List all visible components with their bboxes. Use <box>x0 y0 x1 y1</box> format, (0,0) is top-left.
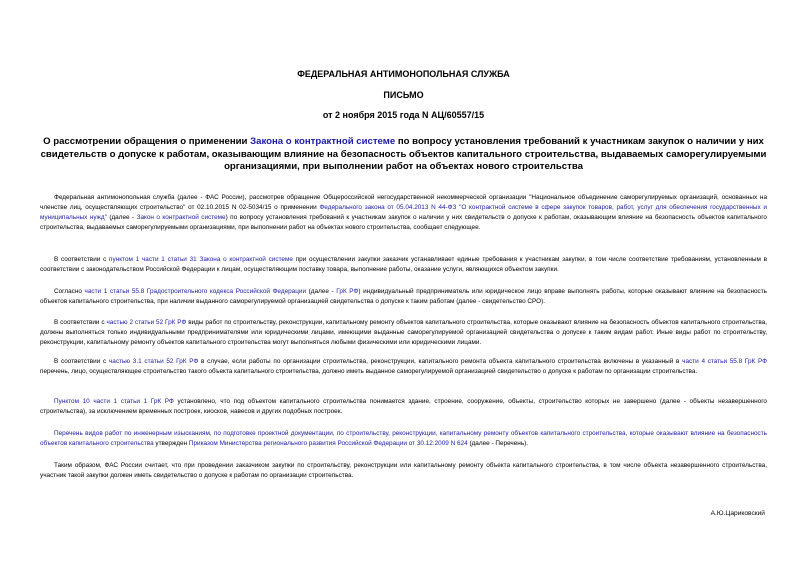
p3-urban-code-link[interactable]: части 1 статьи 55.8 Градостроительного кодекса Российской Федерации <box>84 288 307 295</box>
p6-text-b: установлено, что под объектом капитального строительства понимается здание, строение, сооружение, объекты, строительство которых не завершено (далее - объекты незавершенного строительства), за исключением временных построек, киосков, навесов и других подобных построек. <box>40 398 767 415</box>
document-type: ПИСЬМО <box>383 90 424 100</box>
paragraph-5 <box>40 357 767 377</box>
document-number: от 2 ноября 2015 года N АЦ/60557/15 <box>322 110 485 120</box>
p3-text-a: Согласно <box>54 288 85 295</box>
p3-grk-link[interactable]: ГрК РФ <box>336 288 359 295</box>
p1-contract-law-link[interactable]: Закон о контрактной системе <box>136 214 226 221</box>
p1-text-c: (далее - <box>106 214 137 221</box>
title-law-link[interactable]: Закона о контрактной системе <box>250 136 396 147</box>
p4-article-52-link[interactable]: частью 2 статьи 52 ГрК РФ <box>106 319 187 326</box>
signature: А.Ю.Цариковский <box>710 510 765 517</box>
p3-text-e: ) индивидуальный предприниматель или юридическое лицо вправе выполнять работы, которые оказывают влияние на безопасность объектов капитального строительства, при наличии выданного саморегулируемой организацией свидетельства о допуске к таким работам (далее - свидетельство СРО). <box>40 288 767 305</box>
paragraph-1 <box>40 193 767 233</box>
p8-text: Таким образом, ФАС России считает, что при проведении заказчиком закупки по строительству, реконструкции или капитальному ремонту объекта капитального строительства, в том числе объекта незавершенного строительства, участник такой закупки должен иметь свидетельство о допуске к работам по организации строительства. <box>40 462 767 479</box>
p7-order-link[interactable]: Приказом Министерства регионального развития Российской Федерации от 30.12.2009 N 624 <box>188 440 468 447</box>
paragraph-2 <box>40 255 767 275</box>
paragraph-8 <box>40 461 767 481</box>
p7-text-d: (далее - Перечень). <box>467 440 529 447</box>
paragraph-3 <box>40 287 767 307</box>
p5-article-52-3-1-link[interactable]: частью 3.1 статьи 52 ГрК РФ <box>108 358 199 365</box>
p7-text-b: утвержден <box>153 440 189 447</box>
p5-text-e: перечень, лицо, осуществляющее строительство такого объекта капитального строительства, должно иметь выданное саморегулируемой организацией свидетельство о допуске к работам по организации строительства. <box>40 368 698 375</box>
p7-work-list-link[interactable]: Перечень видов работ по инженерным изысканиям, по подготовке проектной документации, по строительству, реконструкции, капитальному ремонту объектов капитального строительства, которые оказывают влияние на безопасность объектов капитального строительства <box>40 430 767 447</box>
p1-federal-law-link[interactable]: Федерального закона от 05.04.2013 N 44-ФЗ "О контрактной системе в сфере закупок товаров, работ, услуг для обеспечения государственных и муниципальных нужд" <box>40 204 767 221</box>
title-text-2: по вопросу установления требований к участникам закупок о наличии у них свидетельств о допуске к работам, оказывающим влияние на безопасность объектов капитального строительства, выдаваемых саморегулируемыми организациями, при выполнении работ на объектах нового строительства <box>40 136 767 172</box>
document-title <box>30 136 777 174</box>
p5-text-c: в случае, если работы по организации строительства, реконструкции, капитального ремонта объекта капитального строительства включены в указанный в <box>198 358 683 365</box>
paragraph-4 <box>40 318 767 348</box>
agency-name: ФЕДЕРАЛЬНАЯ АНТИМОНОПОЛЬНАЯ СЛУЖБА <box>297 69 510 79</box>
p4-text-c: виды работ по строительству, реконструкции, капитальному ремонту объектов капитального строительства, которые оказывают влияние на безопасность объектов капитального строительства, должны выполняться только индивидуальными предпринимателями или юридическими лицами, имеющими выданные саморегулируемой организацией свидетельства о допуске к таким видам работ. Иные виды работ по строительству, реконструкции, капитальному ремонту объектов капитального строительства могут выполняться любыми физическими или юридическими лицами. <box>40 319 767 346</box>
title-text-1: О рассмотрении обращения о применении <box>43 136 251 147</box>
p1-text-e: ) по вопросу установления требований к участникам закупок о наличии у них свидетельств о допуске к работам, оказывающим влияние на безопасность объектов капитального строительства, выдаваемых саморегулируемыми организациями, при выполнении работ на объектах нового строительства, сообщает следующее. <box>40 214 767 231</box>
p3-text-c: (далее - <box>306 288 337 295</box>
p2-text-a: В соответствии с <box>54 256 110 263</box>
p6-article-1-link[interactable]: Пунктом 10 части 1 статьи 1 ГрК РФ <box>54 398 174 405</box>
p1-text-a: Федеральная антимонопольная служба (далее - ФАС России), рассмотрев обращение Общероссийской негосударственной некоммерческой организации "Национальное объединение саморегулируемых организаций, основанных на членстве лиц, осуществляющих строительство" от 02.10.2015 N 02-5034/15 о применении <box>40 194 767 211</box>
p2-article-31-link[interactable]: пунктом 1 части 1 статьи 31 Закона о контрактной системе <box>109 256 293 263</box>
p5-text-a: В соответствии с <box>54 358 109 365</box>
paragraph-6 <box>40 397 767 417</box>
paragraph-7 <box>40 429 767 449</box>
p5-article-55-8-link[interactable]: части 4 статьи 55.8 ГрК РФ <box>682 358 768 365</box>
p4-text-a: В соответствии с <box>54 319 107 326</box>
p2-text-c: при осуществлении закупки заказчик устанавливает единые требования к участникам закупки, в том числе соответствие требованиям, установленным в соответствии с законодательством Российской Федерации к лицам, осуществляющим поставку товара, выполнение работы, оказание услуги, являющихся объектом закупки. <box>40 256 768 273</box>
